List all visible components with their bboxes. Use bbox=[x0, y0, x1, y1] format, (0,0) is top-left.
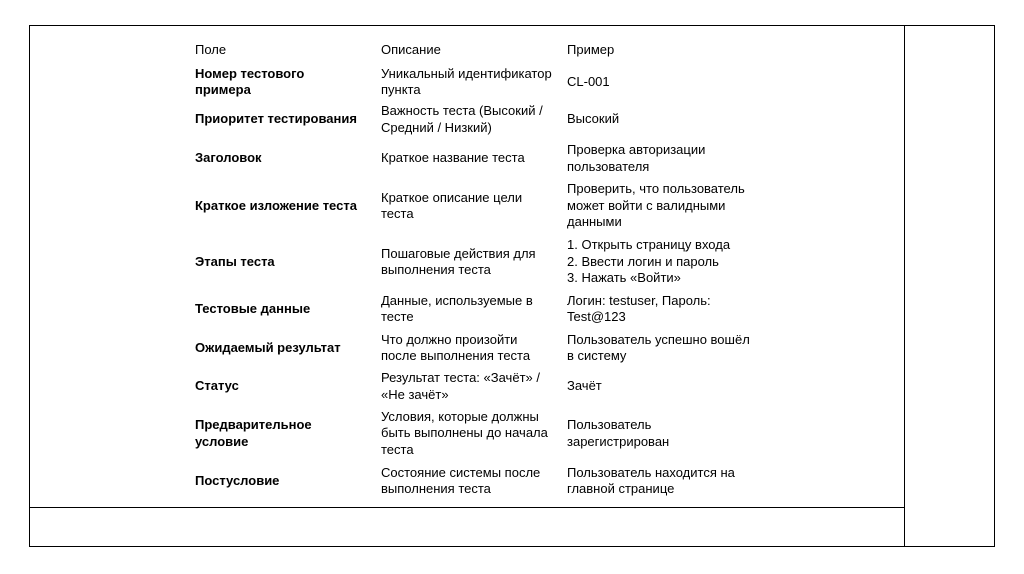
example-cell: 1. Открыть страницу входа 2. Ввести логин и пароль 3. Нажать «Войти» bbox=[567, 237, 731, 286]
description-cell: Условия, которые должны быть выполнены до начала теста bbox=[381, 408, 548, 457]
example-cell: Зачёт bbox=[567, 378, 602, 394]
table-row bbox=[189, 368, 759, 405]
description-cell: Уникальный идентификатор пункта bbox=[381, 65, 552, 97]
description-cell: Данные, используемые в тесте bbox=[381, 292, 533, 324]
description-cell: Состояние системы после выполнения теста bbox=[381, 464, 541, 496]
table-row bbox=[189, 139, 759, 178]
header-field: Поле bbox=[195, 41, 227, 57]
field-cell: Ожидаемый результат bbox=[195, 339, 341, 355]
example-cell: Высокий bbox=[567, 111, 620, 127]
field-cell: Краткое изложение теста bbox=[195, 197, 357, 213]
example-cell: Пользователь находится на главной странице bbox=[567, 464, 735, 496]
example-cell: CL-001 bbox=[567, 73, 610, 89]
test-case-table-container bbox=[189, 36, 759, 500]
description-cell: Краткое описание цели теста bbox=[381, 189, 523, 221]
example-cell: Проверить, что пользователь может войти с валидными данными bbox=[567, 181, 745, 230]
example-cell: Проверка авторизации пользователя bbox=[567, 142, 706, 174]
description-cell: Пошаговые действия для выполнения теста bbox=[381, 245, 536, 277]
field-cell: Приоритет тестирования bbox=[195, 111, 357, 127]
description-cell: Краткое название теста bbox=[381, 150, 525, 166]
field-cell: Тестовые данные bbox=[195, 300, 311, 316]
table-row bbox=[189, 100, 759, 139]
table-row bbox=[189, 462, 759, 500]
table-header-row bbox=[189, 36, 759, 64]
header-description: Описание bbox=[381, 41, 441, 57]
example-cell: Пользователь успешно вошёл в систему bbox=[567, 331, 750, 363]
field-cell: Статус bbox=[195, 378, 239, 394]
field-cell: Заголовок bbox=[195, 150, 262, 166]
description-cell: Важность теста (Высокий / Средний / Низкий) bbox=[381, 103, 543, 135]
right-divider bbox=[904, 25, 905, 547]
example-cell: Пользователь зарегистрирован bbox=[567, 417, 670, 449]
table-row bbox=[189, 290, 759, 328]
description-cell: Что должно произойти после выполнения теста bbox=[381, 331, 531, 363]
bottom-divider bbox=[29, 507, 904, 508]
description-cell: Результат теста: «Зачёт» / «Не зачёт» bbox=[381, 370, 540, 402]
table-row bbox=[189, 328, 759, 368]
field-cell: Постусловие bbox=[195, 472, 280, 488]
field-cell: Предварительное условие bbox=[195, 417, 312, 449]
field-cell: Этапы теста bbox=[195, 253, 275, 269]
table-row bbox=[189, 178, 759, 234]
field-cell: Номер тестового примера bbox=[195, 65, 305, 97]
table-row bbox=[189, 234, 759, 290]
table-row bbox=[189, 64, 759, 100]
table-row bbox=[189, 405, 759, 462]
test-case-fields-table bbox=[189, 36, 759, 500]
header-example: Пример bbox=[567, 41, 615, 57]
example-cell: Логин: testuser, Пароль: Test@123 bbox=[567, 292, 711, 324]
